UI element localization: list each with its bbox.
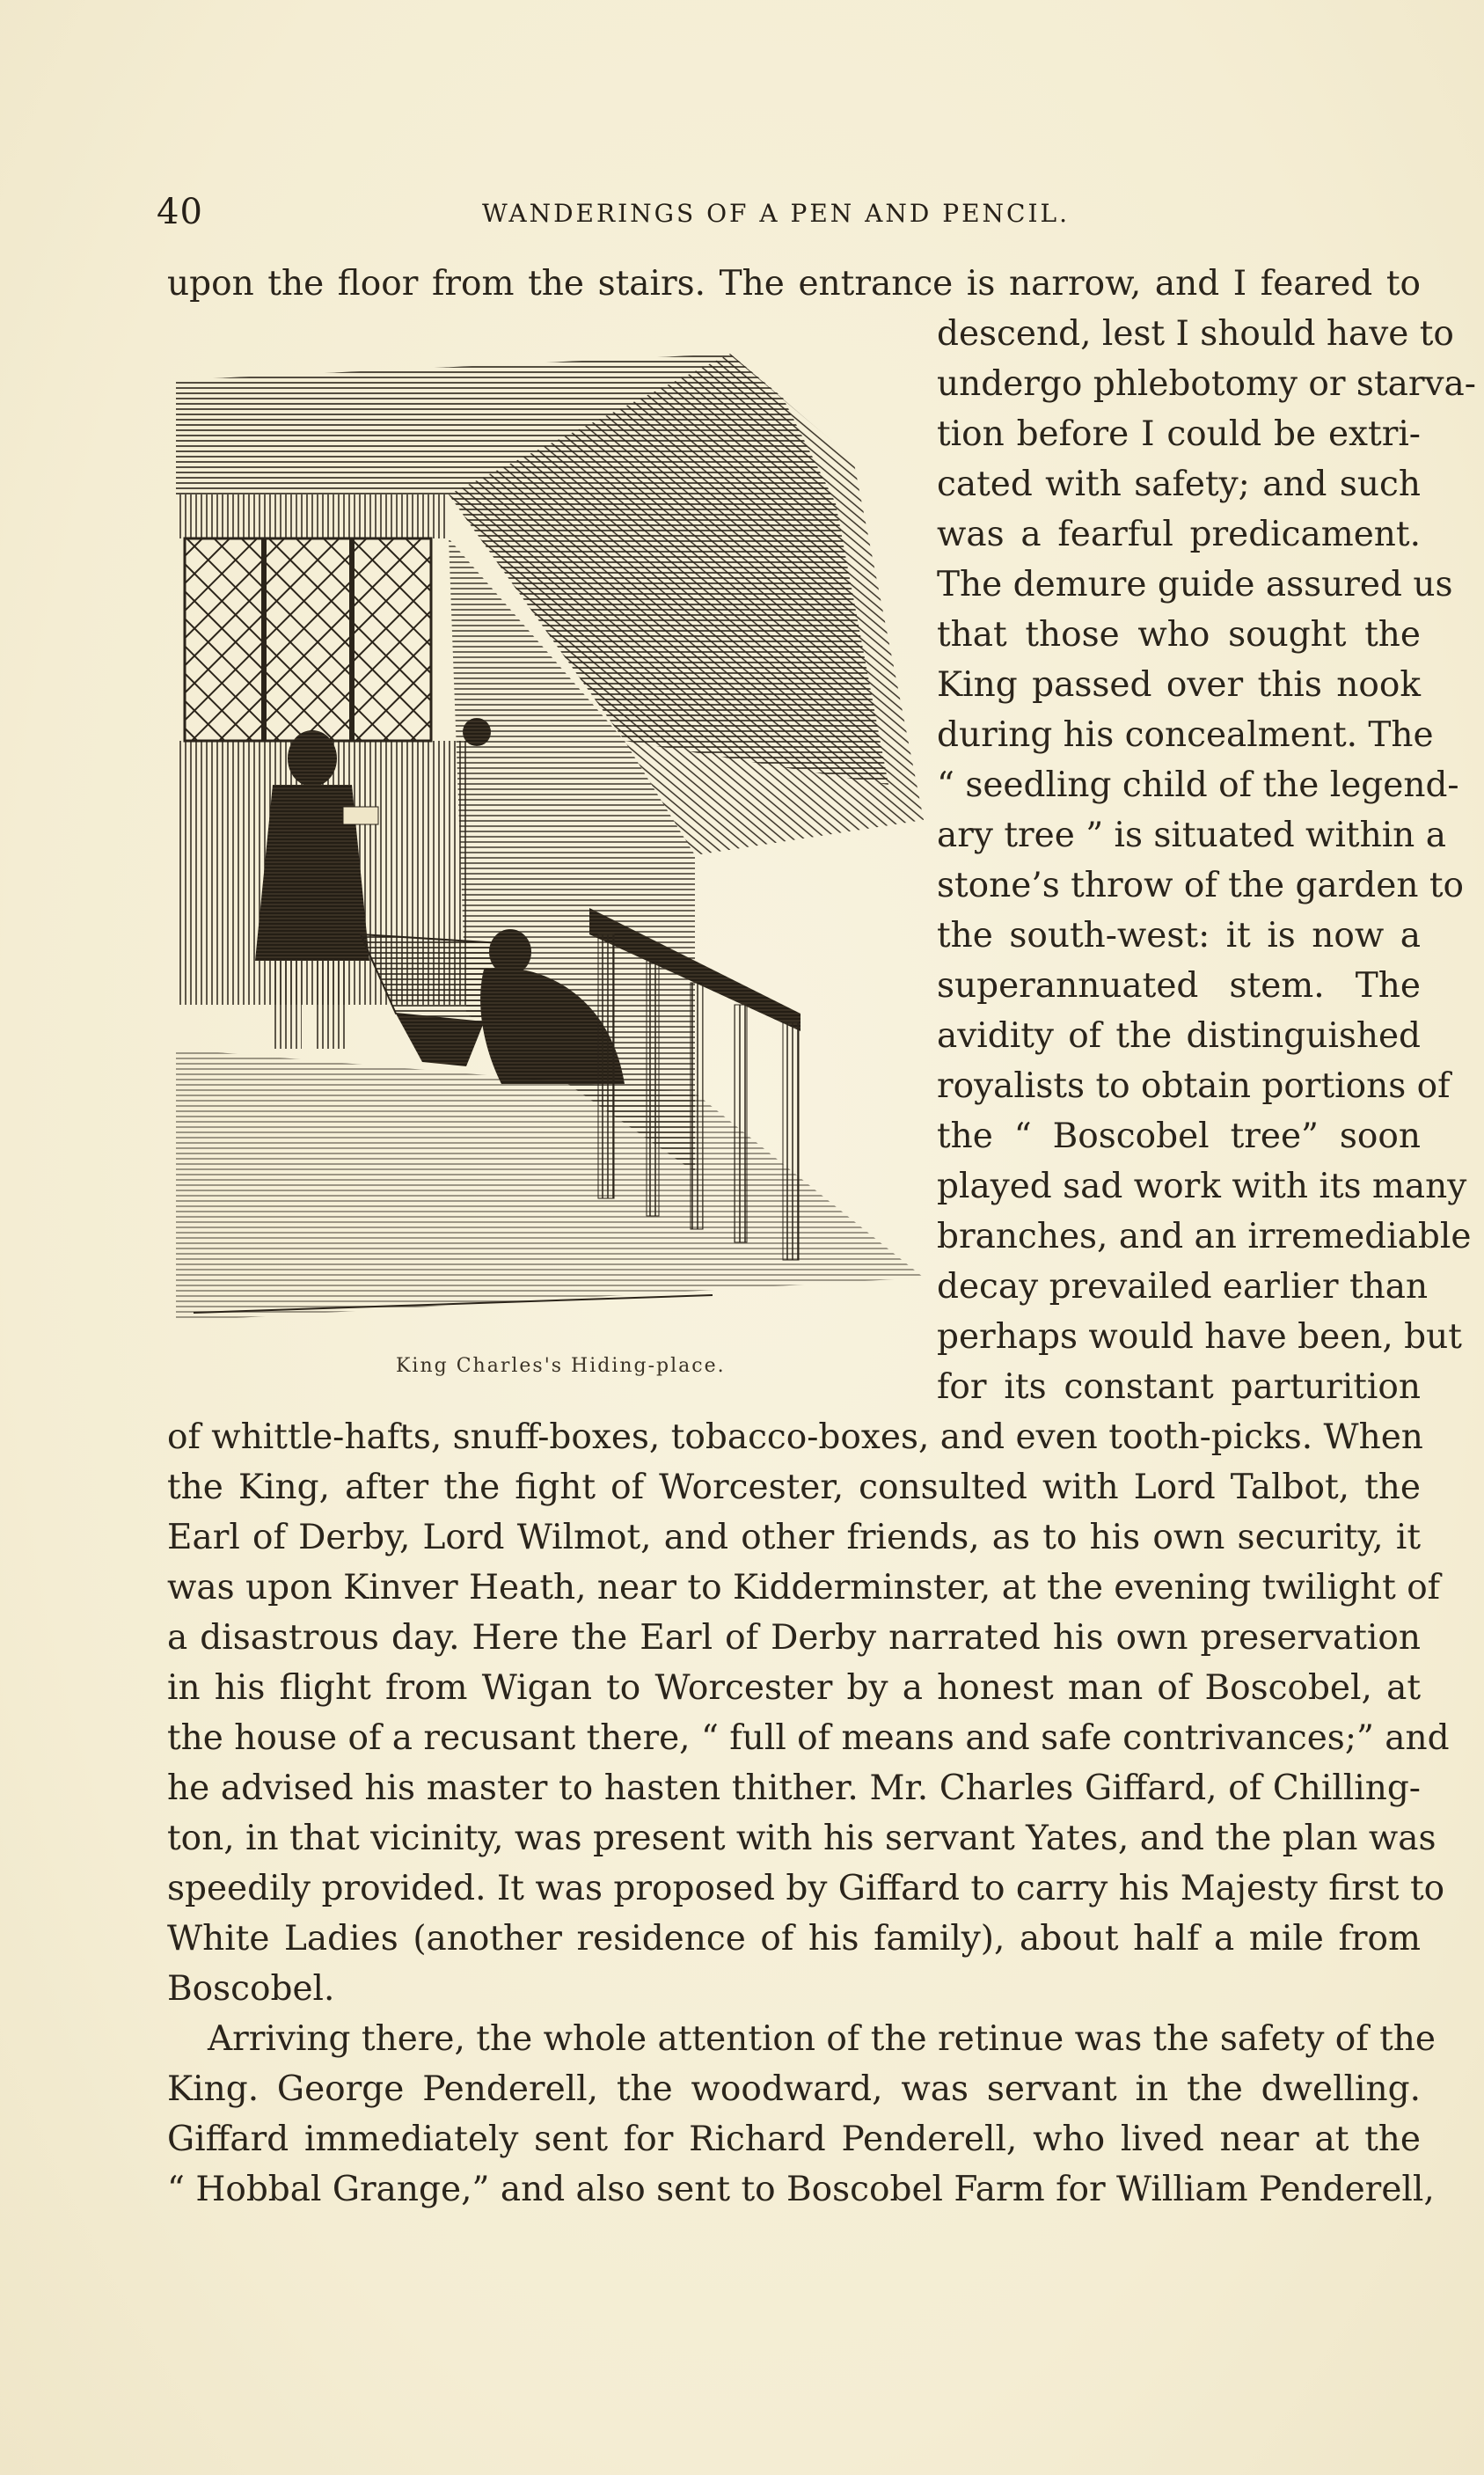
text-line: ary tree ” is situated within a — [937, 816, 1446, 855]
text-line: of whittle-hafts, snuff-boxes, tobacco-boxes, and even tooth-picks. When — [167, 1417, 1423, 1457]
text-line: superannuated stem. The — [937, 966, 1421, 1006]
text-line: Giffard immediately sent for Richard Penderell, who lived near at the — [167, 2120, 1421, 2159]
text-line: was upon Kinver Heath, near to Kidderminster, at the evening twilight of — [167, 1568, 1441, 1607]
figure-caption: King Charles's Hiding-place. — [396, 1355, 726, 1377]
text-line: stone’s throw of the garden to — [937, 866, 1465, 905]
text-line: speedily provided. It was proposed by Giffard to carry his Majesty first to — [167, 1869, 1445, 1908]
text-line: King passed over this nook — [937, 665, 1421, 705]
paragraph-1 — [167, 1412, 1450, 2014]
text-line: White Ladies (another residence of his family), about half a mile from — [167, 1919, 1421, 1959]
top-line-block — [167, 259, 1421, 309]
text-line: upon the floor from the stairs. The entrance is narrow, and I feared to — [167, 264, 1421, 304]
text-line: was a fearful predicament. — [937, 515, 1421, 554]
text-line: descend, lest I should have to — [937, 314, 1454, 354]
text-line: during his concealment. The — [937, 715, 1434, 755]
text-line: perhaps would have been, but — [937, 1317, 1462, 1357]
text-line: cated with safety; and such — [937, 465, 1421, 504]
text-line: avidity of the distinguished — [937, 1016, 1421, 1056]
text-line: for its constant parturition — [937, 1367, 1421, 1407]
text-line: undergo phlebotomy or starva- — [937, 364, 1476, 404]
page-number: 40 — [157, 192, 203, 232]
text-line: Boscobel. — [167, 1969, 335, 2009]
text-line: royalists to obtain portions of — [937, 1066, 1451, 1106]
text-line: decay prevailed earlier than — [937, 1267, 1429, 1307]
engraving-illustration — [167, 327, 924, 1339]
text-line: “ Hobbal Grange,” and also sent to Boscobel Farm for William Penderell, — [167, 2170, 1435, 2209]
text-line: King. George Penderell, the woodward, was servant in the dwelling. — [167, 2069, 1421, 2109]
text-line: branches, and an irremediable — [937, 1217, 1472, 1256]
right-column-text — [937, 309, 1476, 1412]
paragraph-2 — [167, 2014, 1436, 2215]
text-line: the King, after the fight of Worcester, consulted with Lord Talbot, the — [167, 1468, 1421, 1507]
text-line: tion before I could be extri- — [937, 414, 1421, 454]
text-line: he advised his master to hasten thither. Mr. Charles Giffard, of Chilling- — [167, 1768, 1421, 1808]
engraving-hiding-place — [167, 327, 924, 1339]
text-line: in his flight from Wigan to Worcester by a honest man of Boscobel, at — [167, 1668, 1421, 1708]
text-line: played sad work with its many — [937, 1167, 1467, 1206]
text-line: The demure guide assured us — [937, 565, 1453, 604]
text-line: a disastrous day. Here the Earl of Derby narrated his own preservation — [167, 1618, 1421, 1658]
text-line: that those who sought the — [937, 615, 1421, 655]
text-line: the “ Boscobel tree” soon — [937, 1117, 1421, 1156]
text-line: ton, in that vicinity, was present with his servant Yates, and the plan was — [167, 1819, 1436, 1858]
text-line: “ seedling child of the legend- — [937, 765, 1459, 805]
text-line: Earl of Derby, Lord Wilmot, and other friends, as to his own security, it — [167, 1518, 1421, 1557]
text-line: the house of a recusant there, “ full of means and safe contrivances;” and — [167, 1718, 1450, 1758]
running-title: WANDERINGS OF A PEN AND PENCIL. — [482, 199, 1070, 228]
text-line: the south-west: it is now a — [937, 916, 1421, 956]
text-line: Arriving there, the whole attention of the retinue was the safety of the — [208, 2019, 1436, 2059]
page-header — [157, 187, 1423, 239]
